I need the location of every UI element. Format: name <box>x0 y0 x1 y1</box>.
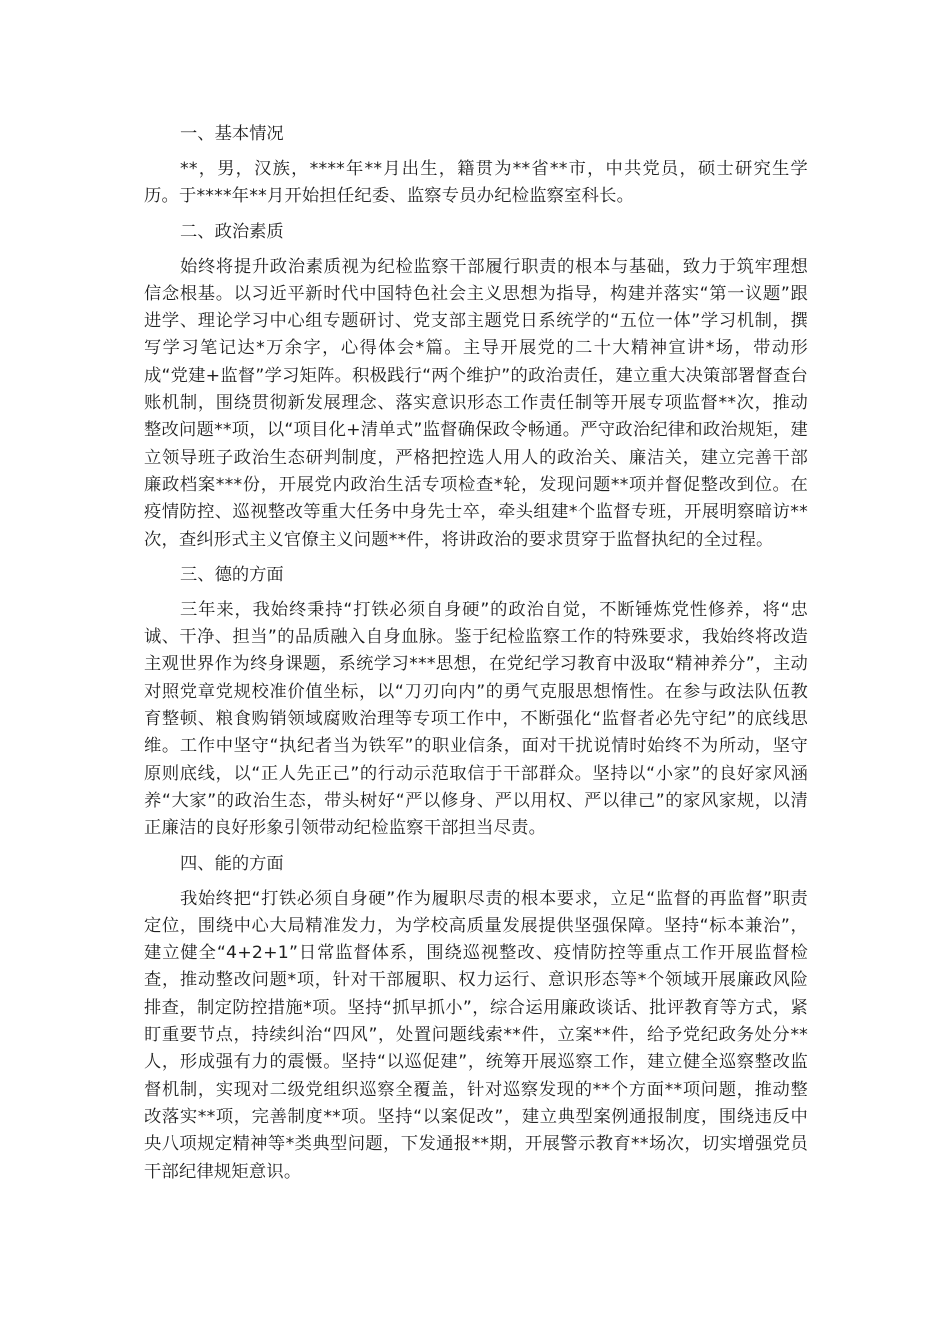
document-page <box>144 119 808 1192</box>
section-paragraph: **，男，汉族，****年**月出生，籍贯为**省**市，中共党员，硕士研究生学历。于****年**月开始担任纪委、监察专员办纪检监察室科长。 <box>144 159 808 207</box>
section-heading: 三、德的方面 <box>180 564 284 585</box>
section-heading: 二、政治素质 <box>180 221 284 242</box>
section-ability <box>144 849 808 1186</box>
section-heading: 一、基本情况 <box>180 124 284 144</box>
section-paragraph: 三年来，我始终秉持“打铁必须自身硬”的政治自觉，不断锤炼党性修养，将“忠诚、干净、担当”的品质融入自身血脉。鉴于纪检监察工作的特殊要求，我始终将改造主观世界作为终身课题，系统学习***思想，在党纪学习教育中汲取“精神养分”，主动对照党章党规校准价值坐标，以“刀刃向内”的勇气克服思想惰性。在参与政法队伍教育整顿、粮食购销领域腐败治理等专项工作中，不断强化“监督者必先守纪”的底线思维。工作中坚守“执纪者当为铁军”的职业信条，面对干扰说情时始终不为所动，坚守原则底线，以“正人先正己”的行动示范取信于干部群众。坚持以“小家”的良好家风涵养“大家”的政治生态，带头树好“严以修身、严以用权、严以律己”的家风家规，以清正廉洁的良好形象引领带动纪检监察干部担当尽责。 <box>144 599 808 839</box>
section-heading: 四、能的方面 <box>180 853 284 874</box>
section-basic-info <box>144 119 808 211</box>
section-paragraph: 始终将提升政治素质视为纪检监察干部履行职责的根本与基础，致力于筑牢理想信念根基。以习近平新时代中国特色社会主义思想为指导，构建并落实“第一议题”跟进学、理论学习中心组专题研讨、党支部主题党日系统学的“五位一体”学习机制，撰写学习笔记达*万余字，心得体会*篇。主导开展党的二十大精神宣讲*场，带动形成“党建+监督”学习矩阵。积极践行“两个维护”的政治责任，建立重大决策部署督查台账机制，围绕贯彻新发展理念、落实意识形态工作责任制等开展专项监督**次，推动整改问题**项，以“项目化+清单式”监督确保政令畅通。严守政治纪律和政治规矩，建立领导班子政治生态研判制度，严格把控选人用人的政治关、廉洁关，建立完善干部廉政档案***份，开展党内政治生活专项检查*轮，发现问题**项并督促整改到位。在疫情防控、巡视整改等重大任务中身先士卒，牵头组建*个监督专班，开展明察暗访**次，查纠形式主义官僚主义问题**件，将讲政治的要求贯穿于监督执纪的全过程。 <box>144 256 808 550</box>
section-paragraph: 我始终把“打铁必须自身硬”作为履职尽责的根本要求，立足“监督的再监督”职责定位，围绕中心大局精准发力，为学校高质量发展提供坚强保障。坚持“标本兼治”，建立健全“4+2+1”日常监督体系，围绕巡视整改、疫情防控等重点工作开展监督检查，推动整改问题*项，针对干部履职、权力运行、意识形态等*个领域开展廉政风险排查，制定防控措施*项。坚持“抓早抓小”，综合运用廉政谈话、批评教育等方式，紧盯重要节点，持续纠治“四风”，处置问题线索**件，立案**件，给予党纪政务处分**人，形成强有力的震慑。坚持“以巡促建”，统筹开展巡察工作，建立健全巡察整改监督机制，实现对二级党组织巡察全覆盖，针对巡察发现的**个方面**项问题，推动整改落实**项，完善制度**项。坚持“以案促改”，建立典型案例通报制度，围绕违反中央八项规定精神等*类典型问题，下发通报**期，开展警示教育**场次，切实增强党员干部纪律规矩意识。 <box>144 888 808 1182</box>
section-morality <box>144 560 808 843</box>
section-political-quality <box>144 217 808 554</box>
